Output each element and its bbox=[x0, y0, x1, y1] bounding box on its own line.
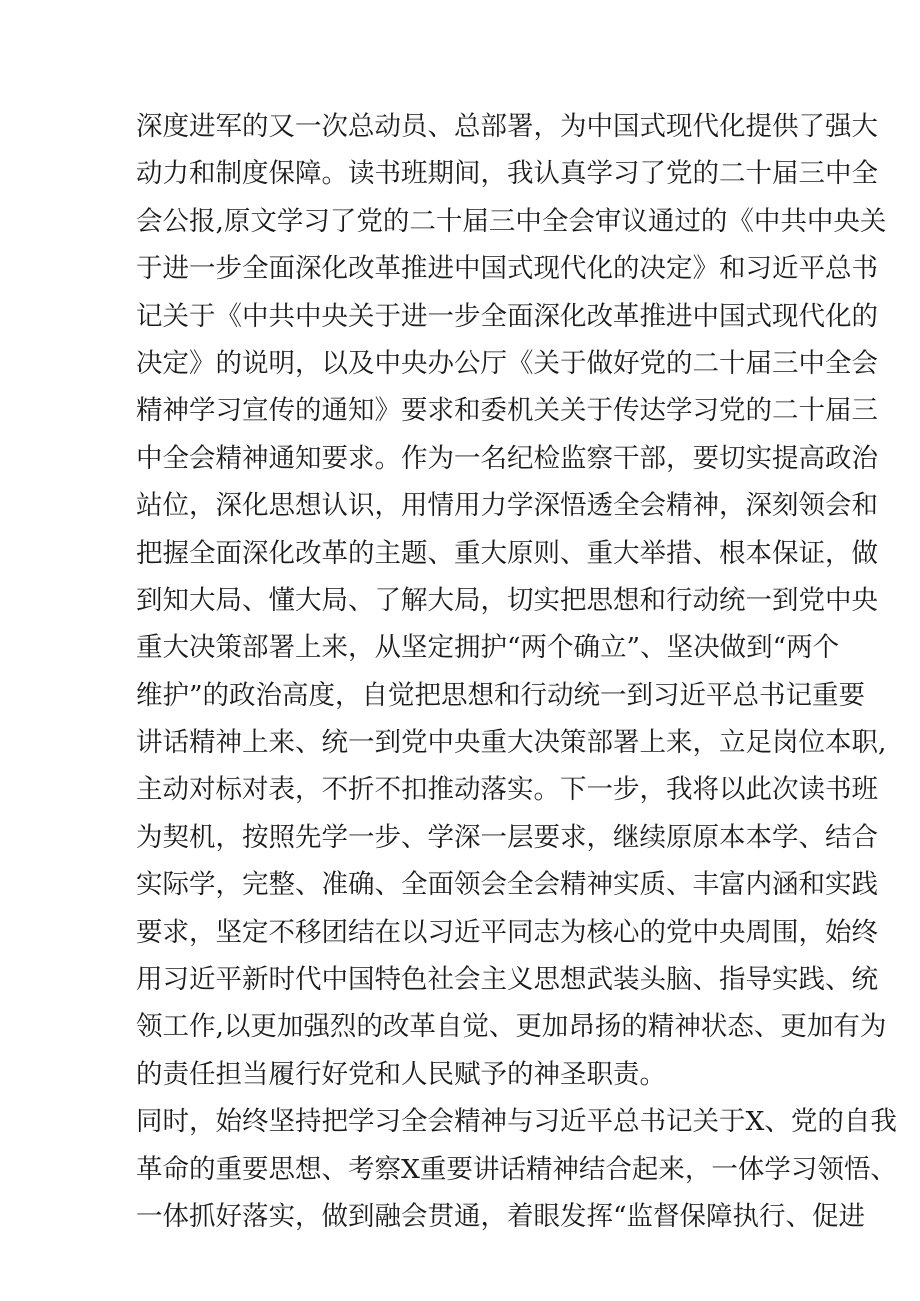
text-line: 领工作,以更加强烈的改革自觉、更加昂扬的精神状态、更加有为 bbox=[136, 1011, 887, 1043]
text-line: 会公报,原文学习了党的二十届三中全会审议通过的《中共中央关 bbox=[136, 205, 887, 237]
text-line: 到知大局、懂大局、了解大局，切实把思想和行动统一到党中央 bbox=[136, 584, 878, 616]
text-line: 革命的重要思想、考察X重要讲话精神结合起来，一体学习领悟、 bbox=[136, 1153, 897, 1185]
text-line: 实际学，完整、准确、全面领会全会精神实质、丰富内涵和实践 bbox=[136, 869, 878, 901]
document-body bbox=[136, 103, 897, 1240]
paragraph-2 bbox=[136, 1098, 897, 1240]
paragraph-1 bbox=[136, 103, 887, 1098]
text-line: 决定》的说明，以及中央办公厅《关于做好党的二十届三中全会 bbox=[136, 347, 878, 379]
text-line: 深度进军的又一次总动员、总部署，为中国式现代化提供了强大 bbox=[136, 111, 878, 142]
text-line: 中全会精神通知要求。作为一名纪检监察干部，要切实提高政治 bbox=[136, 442, 878, 474]
text-line: 主动对标对表，不折不扣推动落实。下一步，我将以此次读书班 bbox=[136, 774, 878, 806]
text-line: 用习近平新时代中国特色社会主义思想武装头脑、指导实践、统 bbox=[136, 964, 878, 996]
text-line: 要求，坚定不移团结在以习近平同志为核心的党中央周围，始终 bbox=[136, 916, 878, 948]
text-line: 同时，始终坚持把学习全会精神与习近平总书记关于X、党的自我 bbox=[136, 1106, 897, 1138]
text-line: 的责任担当履行好党和人民赋予的神圣职责。 bbox=[136, 1058, 666, 1090]
text-line: 记关于《中共中央关于进一步全面深化改革推进中国式现代化的 bbox=[136, 300, 878, 332]
text-line: 站位，深化思想认识，用情用力学深悟透全会精神，深刻领会和 bbox=[136, 490, 878, 522]
text-line: 精神学习宣传的通知》要求和委机关关于传达学习党的二十届三 bbox=[136, 395, 878, 427]
text-line: 把握全面深化改革的主题、重大原则、重大举措、根本保证，做 bbox=[136, 537, 878, 569]
text-line: 重大决策部署上来，从坚定拥护“两个确立”、坚决做到“两个 bbox=[136, 632, 840, 664]
text-line: 于进一步全面深化改革推进中国式现代化的决定》和习近平总书 bbox=[136, 253, 878, 285]
text-line: 维护”的政治高度，自觉把思想和行动统一到习近平总书记重要 bbox=[136, 679, 866, 711]
text-line: 讲话精神上来、统一到党中央重大决策部署上来，立足岗位本职, bbox=[136, 727, 887, 759]
text-line: 一体抓好落实，做到融会贯通，着眼发挥“监督保障执行、促进 bbox=[136, 1200, 866, 1232]
text-line: 动力和制度保障。读书班期间，我认真学习了党的二十届三中全 bbox=[136, 158, 878, 190]
text-line: 为契机，按照先学一步、学深一层要求，继续原原本本学、结合 bbox=[136, 821, 878, 853]
